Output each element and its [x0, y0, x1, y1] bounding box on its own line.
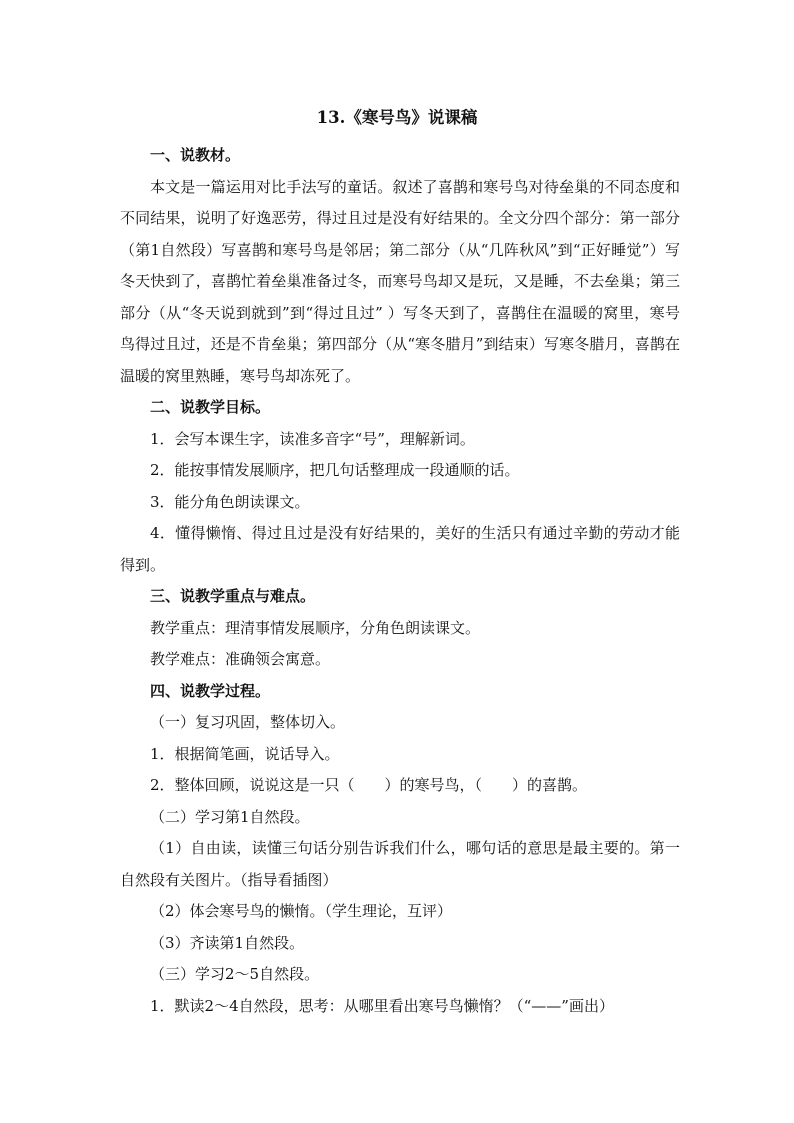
section-heading: 四、说教学过程。 — [150, 681, 271, 700]
paragraph: 1．根据简笔画，说话导入。 — [150, 744, 340, 763]
section-heading: 三、说教学重点与难点。 — [150, 587, 316, 605]
paragraph: 4．懂得懒惰、得过且过是没有好结果的，美好的生活只有通过辛勤的劳动才能得到。 — [120, 524, 680, 574]
paragraph: （3）齐读第1自然段。 — [150, 933, 305, 952]
section-heading: 二、说教学目标。 — [150, 398, 271, 416]
paragraph: （三）学习2～5自然段。 — [150, 965, 320, 983]
paragraph: （二）学习第1自然段。 — [150, 807, 310, 826]
paragraph: 3．能分角色朗读课文。 — [150, 492, 310, 511]
paragraph: 本文是一篇运用对比手法写的童话。叙述了喜鹊和寒号鸟对待垒巢的不同态度和不同结果，说明了好逸恶劳，得过且过是没有好结果的。全文分四个部分：第一部分（第1自然段）写喜鹊和寒号鸟是邻居；第二部分（从“几阵秋风”到“正好睡觉”）写冬天快到了，喜鹊忙着垒巢准备过冬，而寒号鸟却又是玩，又是睡，不去垒巢；第三部分（从“冬天说到就到”到“得过且过” ）写冬天到了，喜鹊住在温暖的窝里，寒号鸟得过且过，还是不肯垒巢；第四部分（从“寒冬腊月”到结束）写寒冬腊月，喜鹊在温暖的窝里熟睡，寒号鸟却冻死了。 — [120, 177, 680, 385]
paragraph: （一）复习巩固，整体切入。 — [150, 713, 346, 731]
paragraph: 教学难点：准确领会寓意。 — [150, 650, 331, 668]
paragraph: 教学重点：理清事情发展顺序，分角色朗读课文。 — [150, 618, 481, 637]
paragraph: （2）体会寒号鸟的懒惰。（学生理论，互评） — [150, 902, 453, 920]
section-heading: 一、说教材。 — [150, 146, 241, 164]
page-title: 13.《寒号鸟》说课稿 — [316, 108, 478, 127]
paragraph: （1）自由读，读懂三句话分别告诉我们什么，哪句话的意思是最主要的。第一自然段有关图片。（指导看插图） — [120, 839, 680, 889]
paragraph: 2．整体回顾，说说这是一只（ ）的寒号鸟，（ ）的喜鹊。 — [150, 776, 588, 794]
paragraph: 1．会写本课生字，读准多音字“号”，理解新词。 — [150, 429, 475, 448]
document-body — [120, 140, 680, 1022]
paragraph: 1．默读2～4自然段，思考：从哪里看出寒号鸟懒惰？（“——”画出） — [150, 996, 614, 1015]
paragraph: 2．能按事情发展顺序，把几句话整理成一段通顺的话。 — [150, 461, 520, 479]
